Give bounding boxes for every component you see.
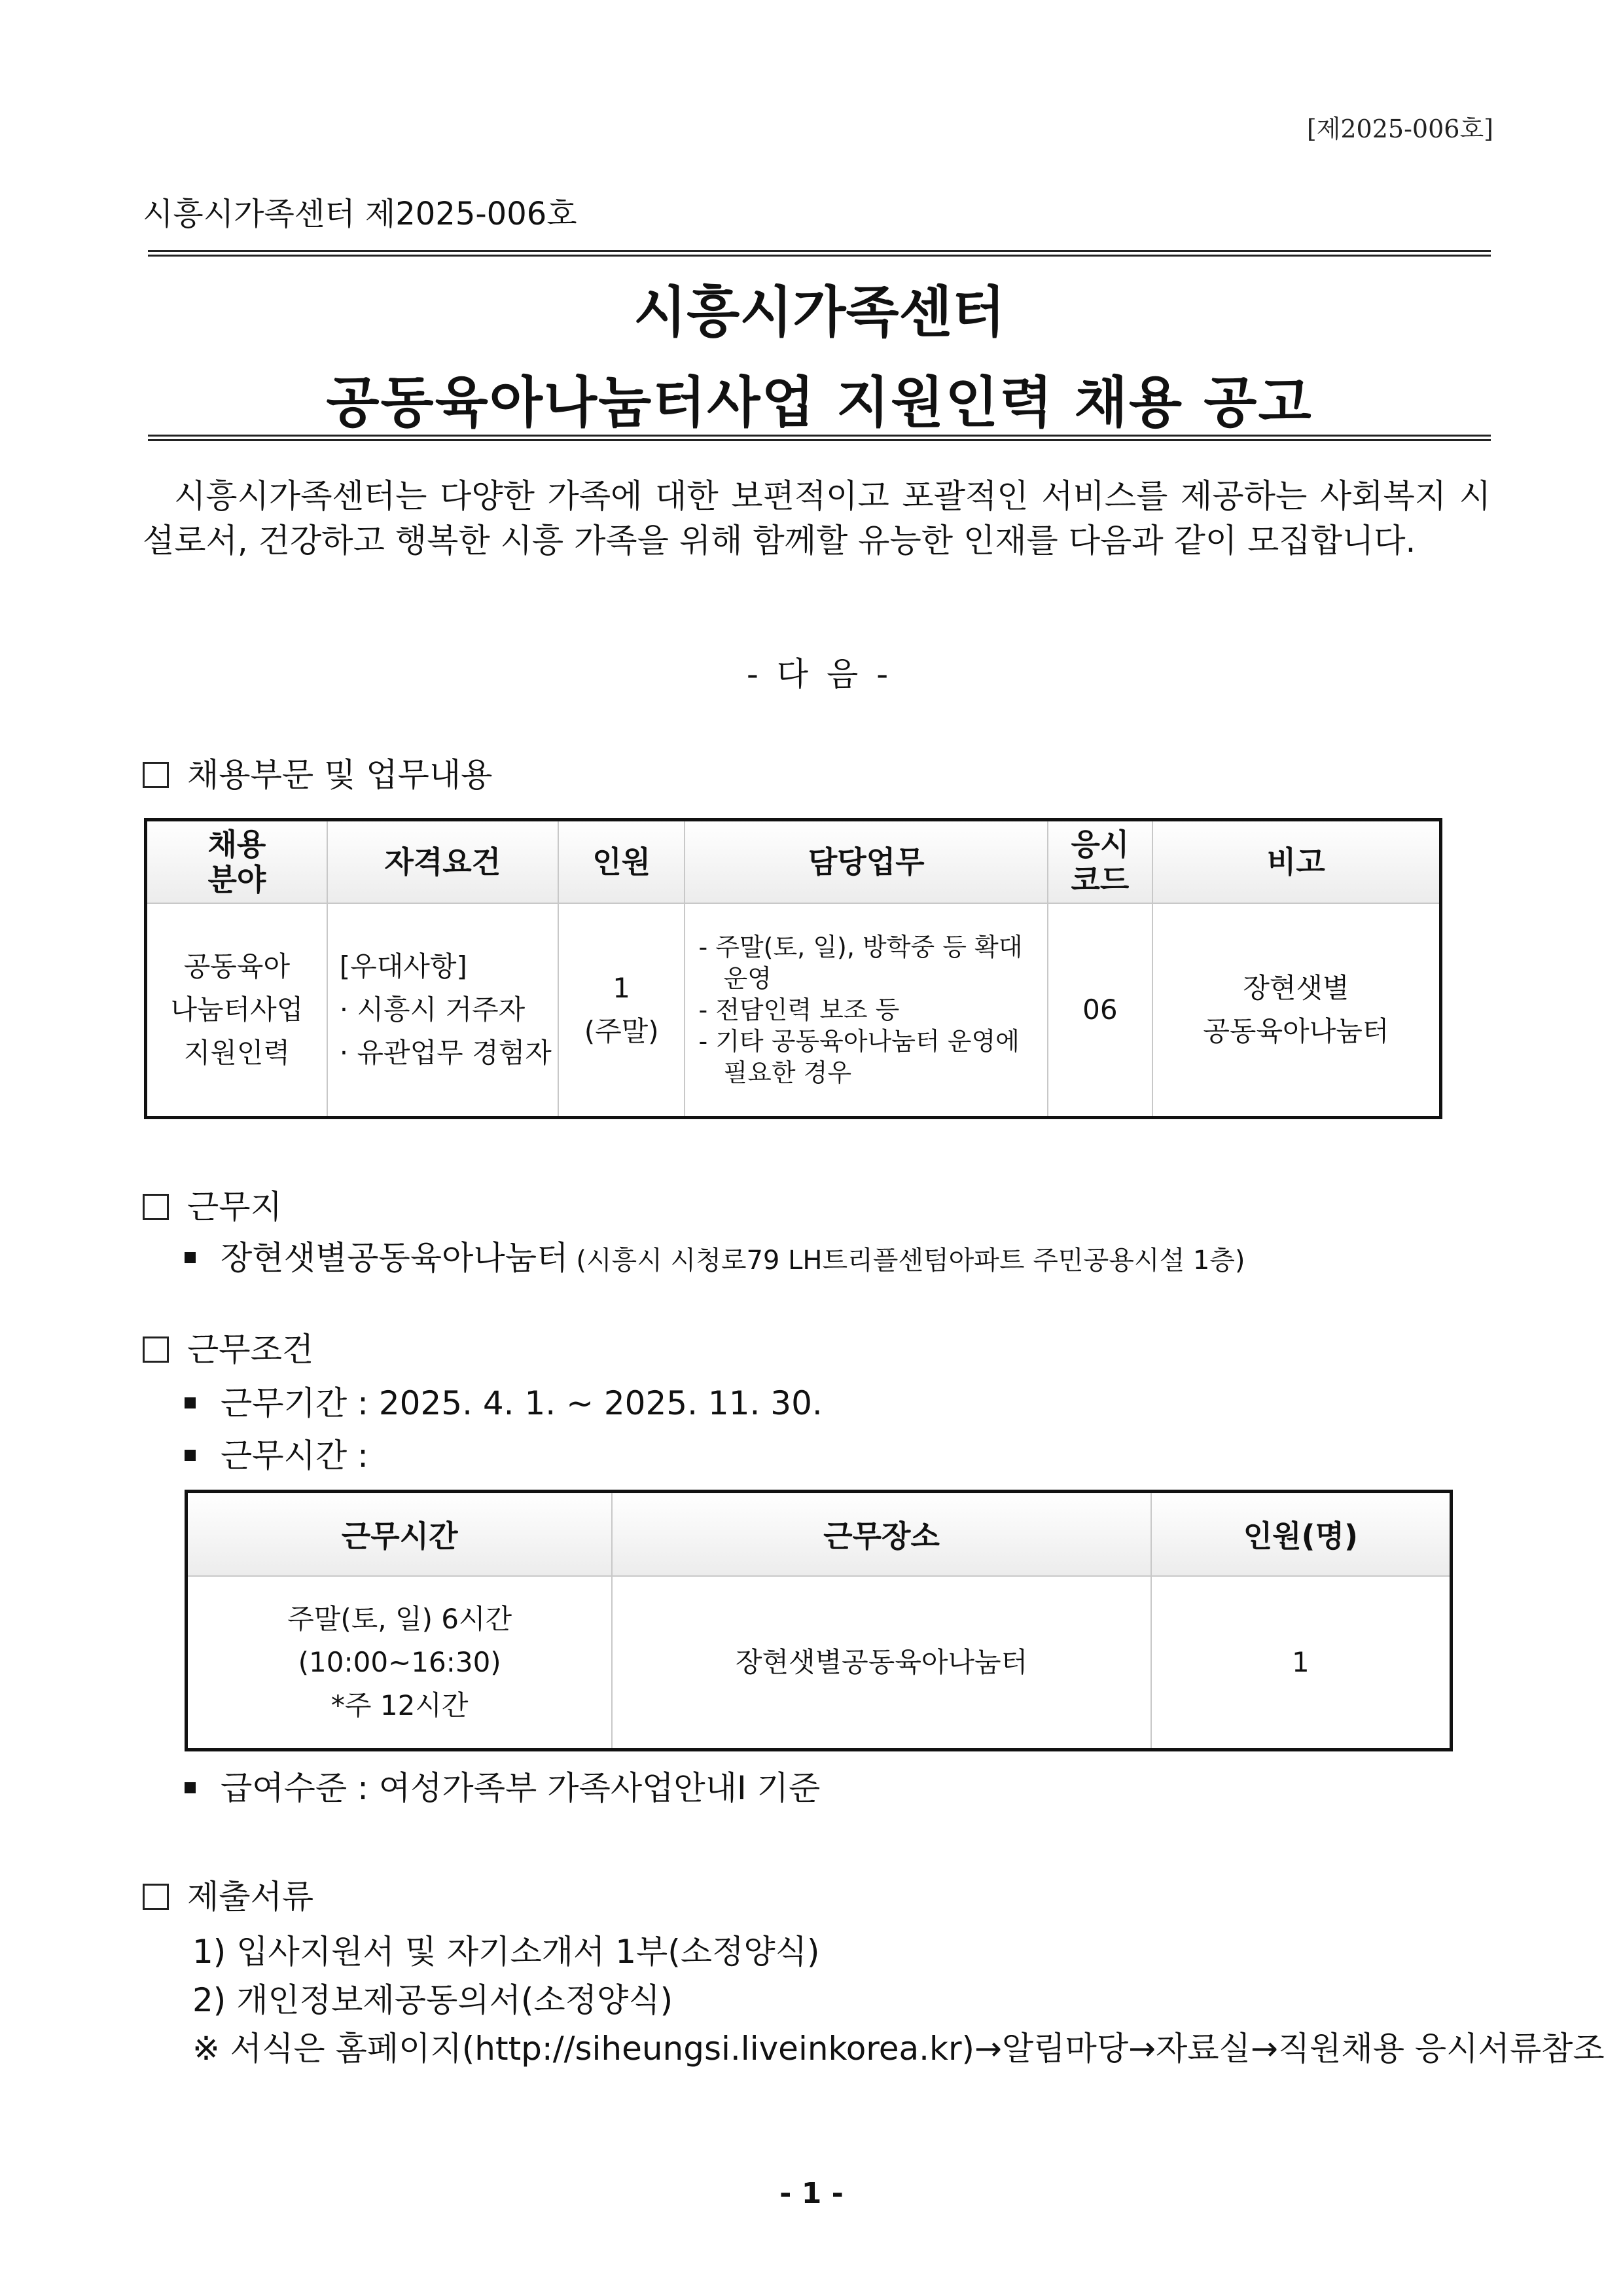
title-rule-top [148, 250, 1491, 257]
bullet-square-icon [185, 1450, 196, 1461]
document-item: 2) 개인정보제공동의서(소정양식) [192, 1981, 673, 2019]
header-count: 인원(명) [1151, 1492, 1452, 1577]
section-documents [143, 1871, 313, 1918]
header-note: 비고 [1152, 820, 1441, 904]
workplace-address: (시흥시 시청로79 LH트리플센텀아파트 주민공용시설 1층) [576, 1246, 1245, 1276]
header-headcount: 인원 [558, 820, 685, 904]
work-hours-label: 근무시간 : [185, 1429, 368, 1477]
hours-table [185, 1490, 1453, 1751]
section-heading: 근무지 [187, 1188, 282, 1226]
cell-code: 06 [1048, 903, 1152, 1118]
table-row [187, 1576, 1452, 1750]
cell-duties: - 주말(토, 일), 방학중 등 확대 운영 - 전담인력 보조 등 - 기타 공동육아나눔터 운영에 필요한 경우 [685, 903, 1048, 1118]
intro-paragraph: 시흥시가족센터는 다양한 가족에 대한 보편적이고 포괄적인 서비스를 제공하는 사회복지 시설로서, 건강하고 행복한 시흥 가족을 위해 함께할 유능한 인재를 다음과 같이 모집합니다. [143, 477, 1491, 560]
checkbox-square-icon [143, 1194, 169, 1220]
workplace-item: 장현샛별공동육아나눔터 (시흥시 시청로79 LH트리플센텀아파트 주민공용시설 1층) [185, 1232, 1245, 1279]
salary-level: 급여수준 : 여성가족부 가족사업안내Ⅰ 기준 [185, 1762, 820, 1809]
page-number: - 1 - [779, 2177, 844, 2210]
bullet-square-icon [185, 1252, 196, 1263]
section-workplace [143, 1181, 282, 1228]
checkbox-square-icon [143, 1336, 169, 1363]
documents-note: ※ 서식은 홈페이지(http://siheungsi.liveinkorea.kr)→알림마당→자료실→직원채용 응시서류참조 [192, 2030, 1605, 2068]
cell-note: 장현샛별 공동육아나눔터 [1152, 903, 1441, 1118]
cell-place: 장현샛별공동육아나눔터 [612, 1576, 1150, 1750]
section-heading: 근무조건 [187, 1331, 314, 1369]
table-header-row [146, 820, 1441, 904]
section-heading: 제출서류 [187, 1878, 314, 1916]
header-field: 채용 분야 [146, 820, 327, 904]
checkbox-square-icon [143, 1884, 169, 1910]
table-row [146, 903, 1441, 1118]
cell-hours: 주말(토, 일) 6시간 (10:00~16:30) *주 12시간 [187, 1576, 613, 1750]
table-header-row [187, 1492, 1452, 1577]
title-rule-bottom [148, 435, 1491, 441]
cell-field: 공동육아 나눔터사업 지원인력 [146, 903, 327, 1118]
section-heading: 채용부문 및 업무내용 [187, 756, 493, 794]
header-hours: 근무시간 [187, 1492, 613, 1577]
doc-number: 시흥시가족센터 제2025-006호 [143, 196, 577, 232]
header-duties: 담당업무 [685, 820, 1048, 904]
cell-qualification: [우대사항] · 시흥시 거주자 · 유관업무 경험자 [327, 903, 558, 1118]
bullet-square-icon [185, 1782, 196, 1793]
title-line-2: 공동육아나눔터사업 지원인력 채용 공고 [326, 370, 1313, 435]
recruitment-table [144, 818, 1442, 1119]
cell-count: 1 [1151, 1576, 1452, 1750]
cell-headcount: 1 (주말) [558, 903, 685, 1118]
section-conditions [143, 1323, 313, 1371]
work-period: 근무기간 : 2025. 4. 1. ~ 2025. 11. 30. [185, 1377, 823, 1424]
bullet-square-icon [185, 1397, 196, 1408]
da-eum-label: - 다 음 - [746, 655, 893, 693]
checkbox-square-icon [143, 762, 169, 788]
document-item: 1) 입사지원서 및 자기소개서 1부(소정양식) [192, 1933, 820, 1971]
section-recruitment [143, 749, 493, 796]
header-code: 응시 코드 [1048, 820, 1152, 904]
title-line-1: 시흥시가족센터 [633, 280, 1005, 344]
header-qualification: 자격요건 [327, 820, 558, 904]
doc-number-top: [제2025-006호] [1306, 115, 1493, 143]
header-place: 근무장소 [612, 1492, 1150, 1577]
